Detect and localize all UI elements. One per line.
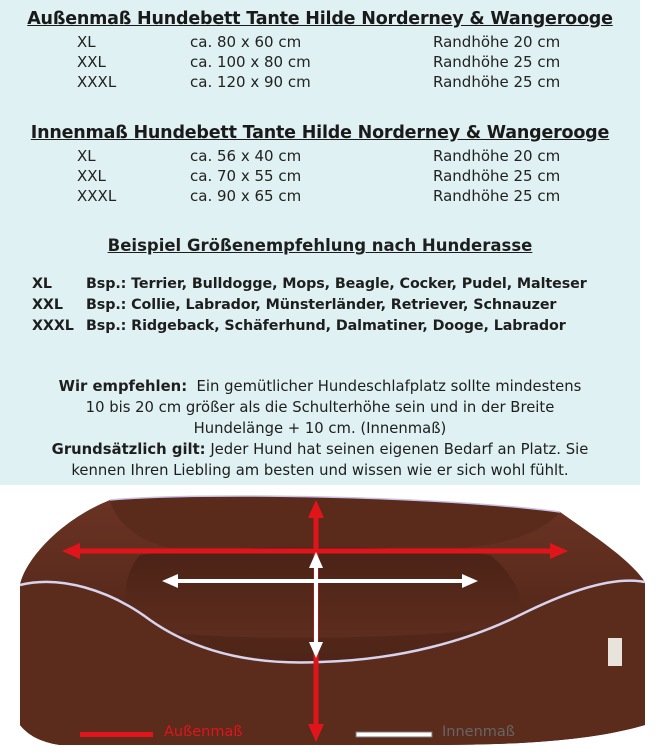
outer-dims: ca. 80 x 60 cm (190, 33, 302, 51)
rule-paragraph (0, 439, 640, 481)
outer-size: XXXL (77, 73, 117, 91)
bed-back-rim (110, 496, 560, 548)
rule-line: Jeder Hund hat seinen eigenen Bedarf an Platz. Sie (210, 441, 589, 458)
outer-dims: ca. 120 x 90 cm (190, 73, 311, 91)
outer-rim: Randhöhe 20 cm (433, 33, 561, 51)
bed-cushion (126, 548, 522, 638)
inner-size: XXL (77, 167, 106, 185)
label-tag (608, 638, 622, 666)
inner-dims: ca. 90 x 65 cm (190, 187, 302, 205)
breed-size: XXL (32, 297, 63, 313)
recommend-line: Ein gemütlicher Hundeschlafplatz sollte mindestens (196, 378, 582, 395)
legend-inner-label: Innenmaß (442, 724, 515, 740)
inner-rim: Randhöhe 25 cm (433, 187, 561, 205)
breed-size: XL (32, 276, 52, 292)
legend-outer-label: Außenmaß (164, 724, 243, 740)
recommend-line: Hundelänge + 10 cm. (Innenmaß) (193, 420, 447, 437)
inner-dims: ca. 70 x 55 cm (190, 167, 302, 185)
inner-size: XXXL (77, 187, 117, 205)
breed-text: Bsp.: Terrier, Bulldogge, Mops, Beagle, Cocker, Pudel, Malteser (86, 276, 587, 292)
recommend-label: Wir empfehlen: (58, 378, 188, 395)
recommend-line: 10 bis 20 cm größer als die Schulterhöhe sein und in der Breite (85, 399, 555, 416)
outer-rim: Randhöhe 25 cm (433, 53, 561, 71)
inner-rim: Randhöhe 25 cm (433, 167, 561, 185)
outer-size: XL (77, 33, 96, 51)
outer-title: Außenmaß Hundebett Tante Hilde Norderney & Wangerooge (27, 9, 613, 29)
breeds-title: Beispiel Größenempfehlung nach Hunderasse (107, 236, 533, 255)
inner-title: Innenmaß Hundebett Tante Hilde Norderney & Wangerooge (30, 123, 610, 143)
rule-label: Grundsätzlich gilt: (51, 441, 206, 458)
dog-bed-image (0, 486, 659, 755)
inner-rim: Randhöhe 20 cm (433, 147, 561, 165)
legend-outer-line (80, 732, 153, 737)
breed-text: Bsp.: Collie, Labrador, Münsterländer, Retriever, Schnauzer (86, 297, 557, 313)
outer-size: XXL (77, 53, 106, 71)
breed-row (32, 318, 566, 334)
rule-line: kennen Ihren Liebling am besten und wissen wie er sich wohl fühlt. (71, 462, 569, 479)
breed-row (32, 297, 556, 313)
breed-size: XXXL (32, 318, 74, 334)
inner-dims: ca. 56 x 40 cm (190, 147, 302, 165)
inner-size: XL (77, 147, 96, 165)
outer-rim: Randhöhe 25 cm (433, 73, 561, 91)
legend-inner-line (356, 732, 432, 737)
breed-text: Bsp.: Ridgeback, Schäferhund, Dalmatiner, Dooge, Labrador (86, 318, 566, 334)
recommend-paragraph (0, 376, 640, 439)
breed-row (32, 276, 587, 292)
outer-dims: ca. 100 x 80 cm (190, 53, 311, 71)
